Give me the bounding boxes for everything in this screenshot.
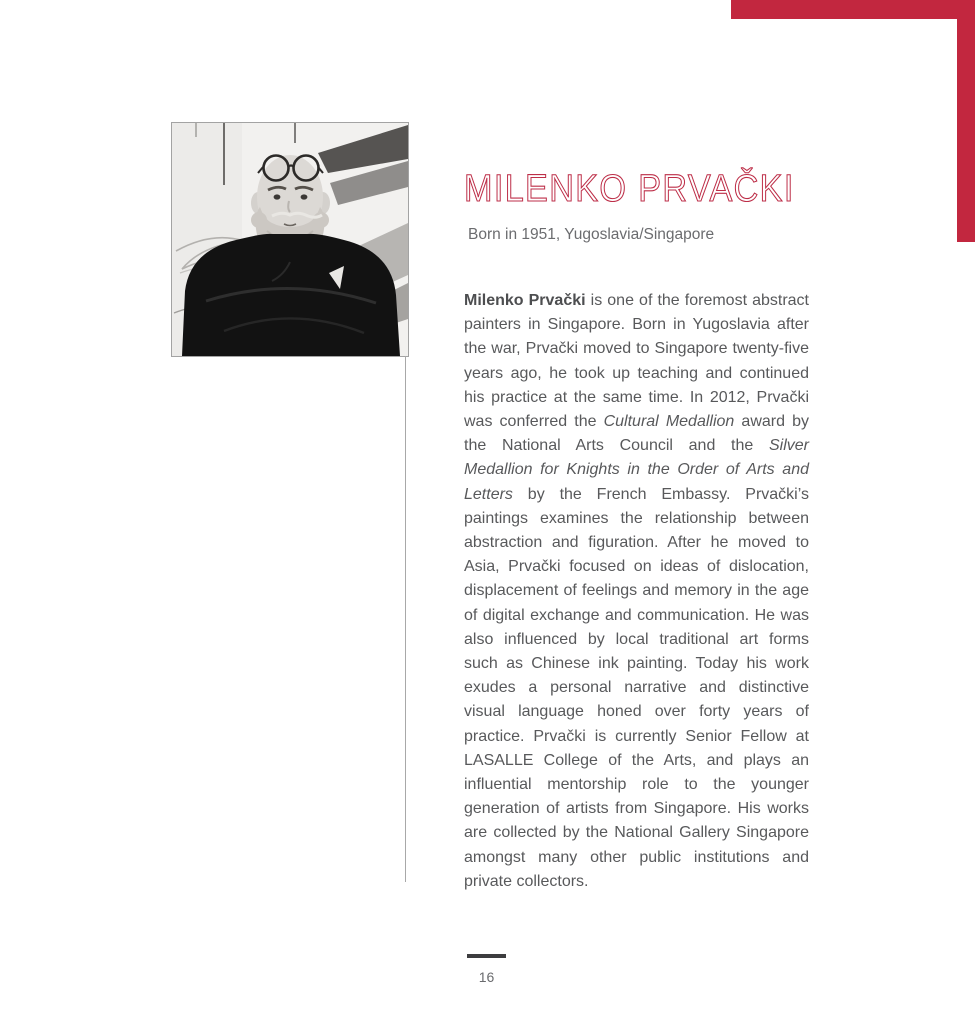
- page-number: 16: [478, 969, 495, 985]
- red-corner-vertical-bar: [957, 0, 975, 242]
- bio-text-2: award by the National Arts Council and the: [464, 413, 809, 455]
- bio-italic-silver-medallion: Silver Medallion for Knights in the Order of Arts and Letters: [464, 437, 809, 503]
- bio-italic-cultural-medallion: Cultural Medallion: [603, 413, 735, 431]
- red-corner-horizontal-bar: [731, 0, 975, 19]
- footer-rule: [467, 954, 506, 958]
- vertical-divider: [405, 356, 406, 882]
- artist-birth-subtitle: Born in 1951, Yugoslavia/Singapore: [468, 226, 715, 243]
- artist-portrait-photo: [171, 122, 409, 357]
- portrait-svg: [172, 123, 408, 356]
- artist-name-title: MILENKO PRVAČKI: [464, 168, 795, 210]
- artist-bio-paragraph: [464, 289, 809, 894]
- bio-text-3: by the French Embassy. Prvački’s paintings examines the relationship between abstraction and figuration. After he moved to Asia, Prvački focused on ideas of dislocation, displacement of feelings and memory in the age of digital exchange and communication. He was also influenced by local traditional art forms such as Chinese ink painting. Today his work exudes a personal narrative and distinctive visual language honed over forty years of practice. Prvački is currently Senior Fellow at LASALLE College of the Arts, and plays an influential mentorship role to the younger generation of artists from Singapore. His works are collected by the National Gallery Singapore amongst many other public institutions and private collectors.: [464, 485, 809, 890]
- bio-bold-name: Milenko Prvački: [464, 292, 586, 309]
- bio-text-1: is one of the foremost abstract painters in Singapore. Born in Yugoslavia after the war, Prvački moved to Singapore twenty-five years ago, he took up teaching and continued his practice at the same time. In 2012, Prvački was conferred the: [464, 292, 809, 431]
